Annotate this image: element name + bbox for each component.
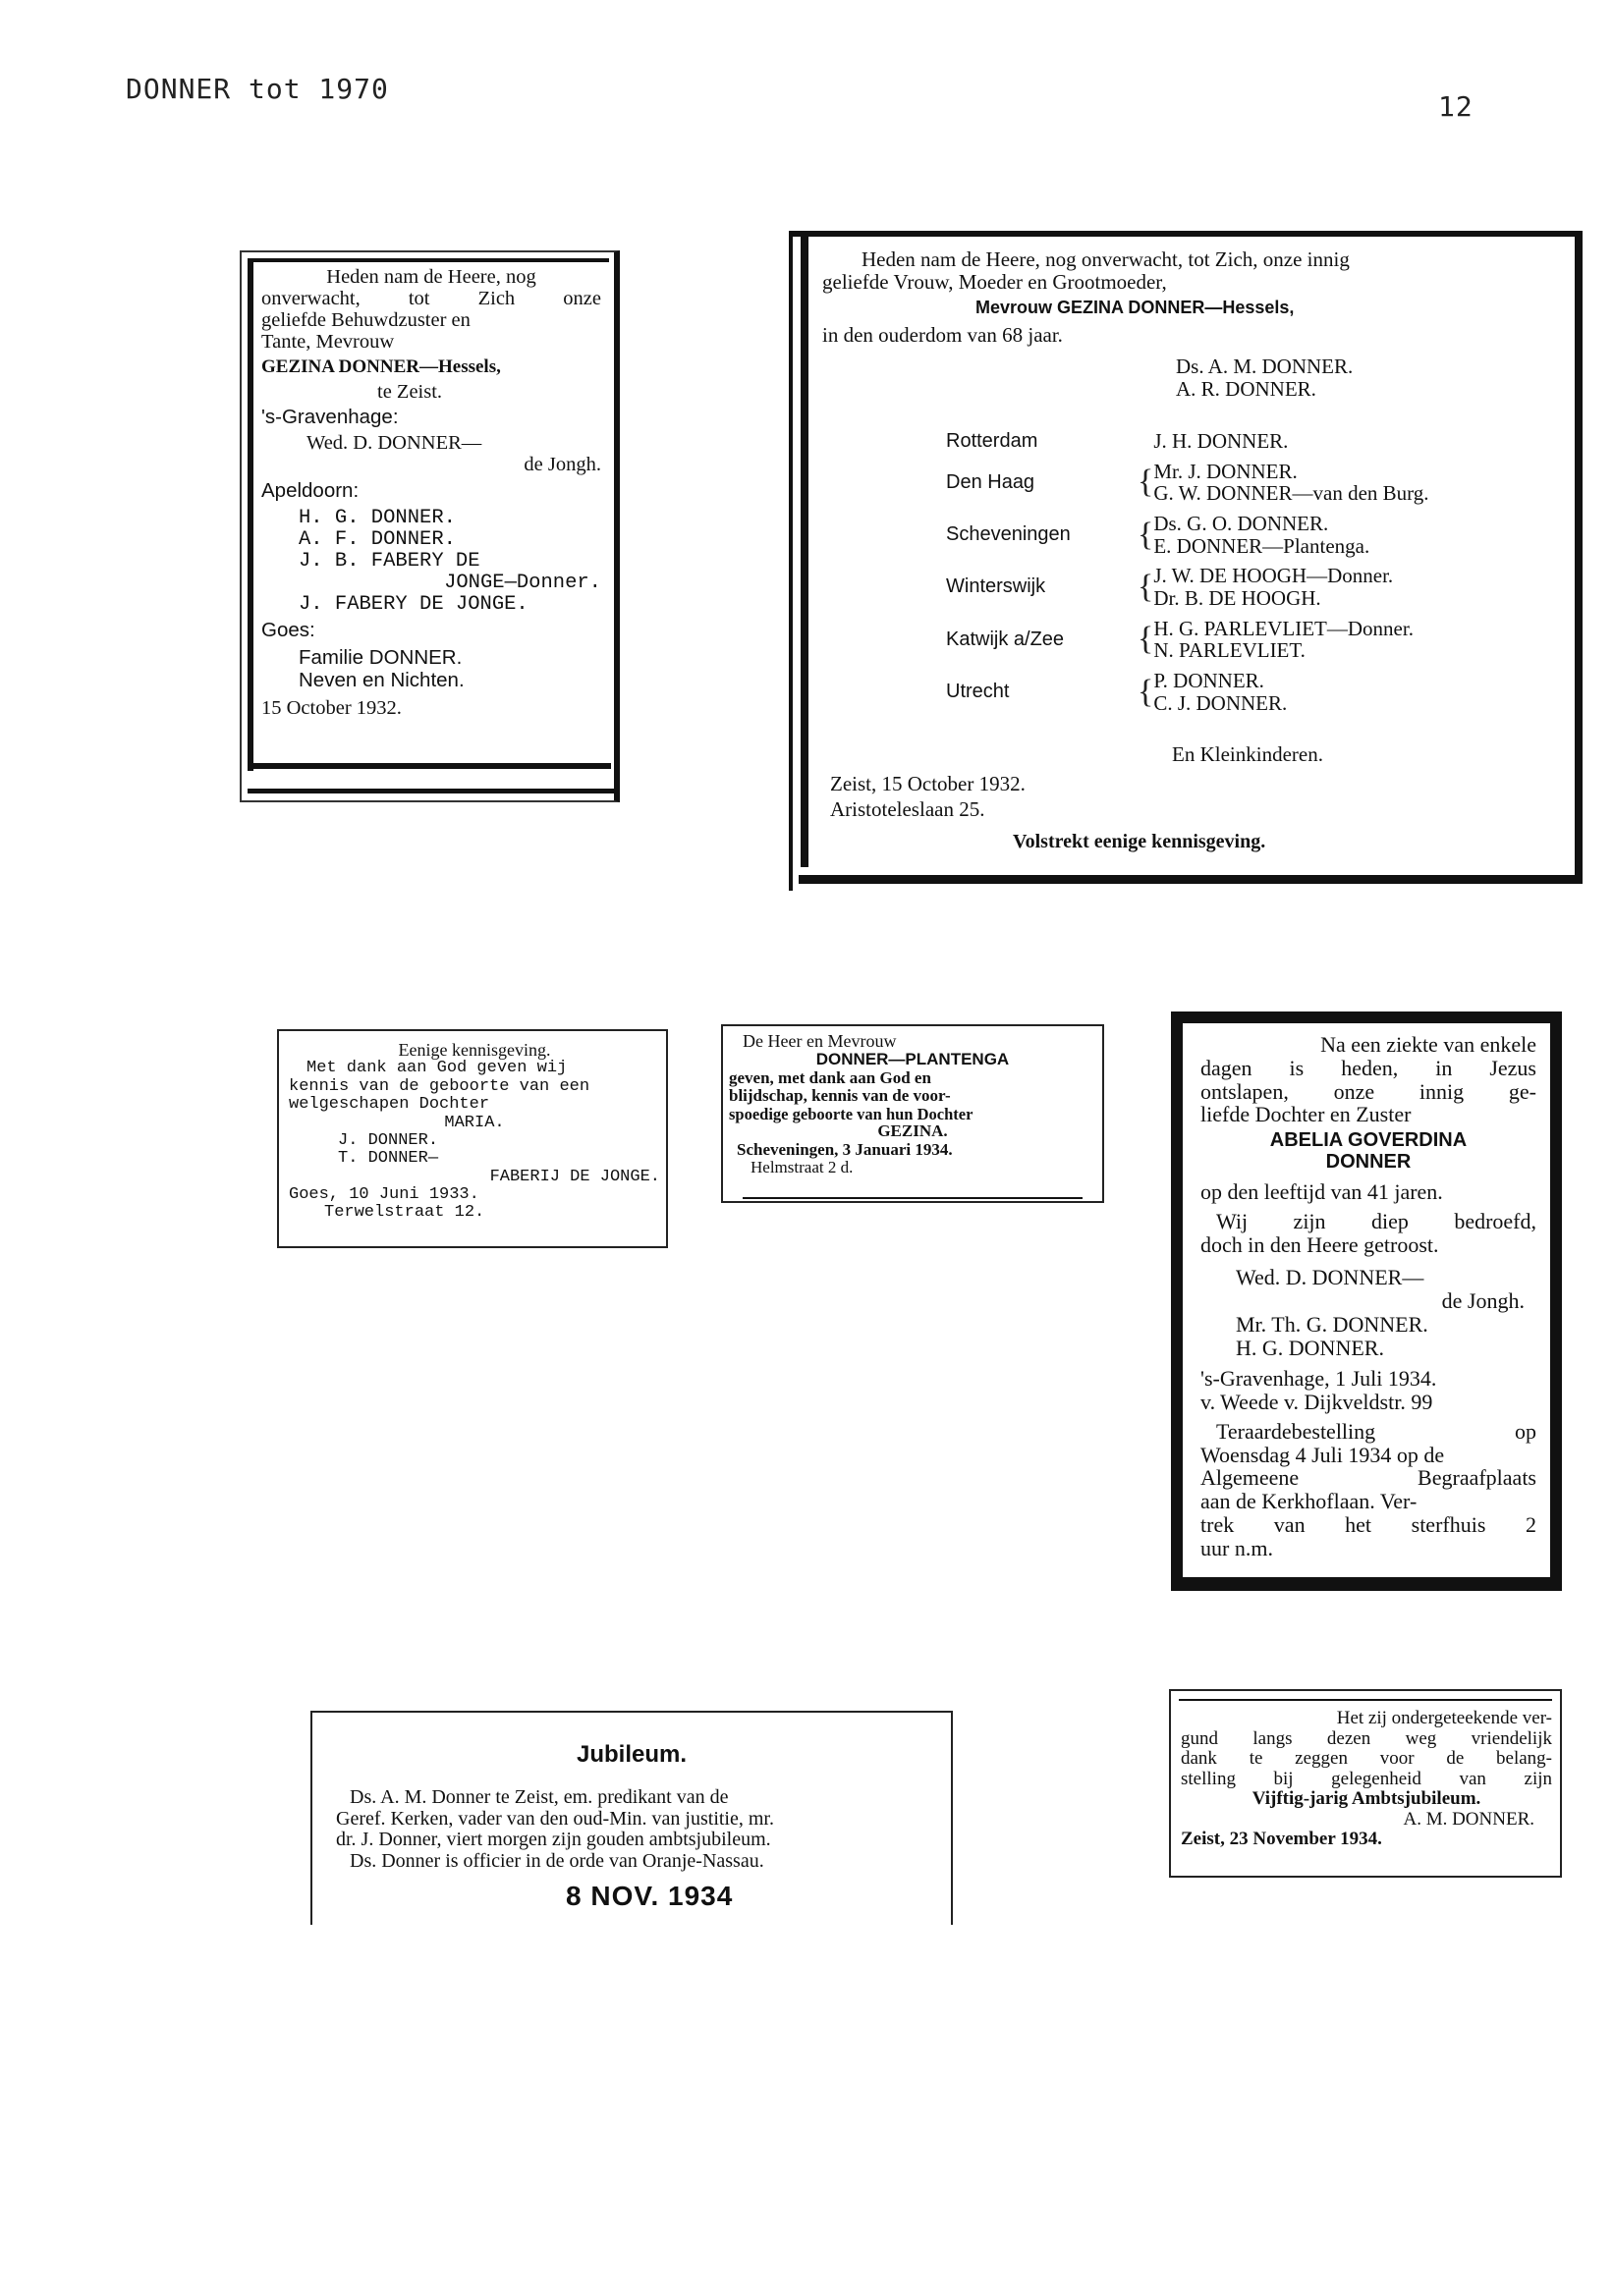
- family-city: Den Haag: [946, 470, 1035, 493]
- family-city: Utrecht: [946, 680, 1010, 702]
- notice-line: gund langs dezen weg vriendelijk: [1181, 1727, 1552, 1749]
- family-name: Mr. J. DONNER.: [1153, 459, 1298, 483]
- notice-rule-under: [248, 789, 615, 793]
- notice-date: Scheveningen, 3 Januari 1934.: [737, 1139, 953, 1159]
- notice-heading: Eenige kennisgeving.: [398, 1040, 551, 1060]
- notice-line: geliefde Behuwdzuster en: [261, 309, 471, 332]
- notice-border-right: [1575, 231, 1583, 881]
- notice-line: liefde Dochter en Zuster: [1200, 1102, 1412, 1127]
- notice-line: JONGE—Donner.: [444, 572, 601, 595]
- notice-text: [822, 248, 1559, 401]
- notice-line: Ds. Donner is officier in de orde van Oranje-Nassau.: [350, 1849, 764, 1872]
- deceased-name: DONNER: [1325, 1150, 1412, 1173]
- notice-border-left-inner: [801, 237, 808, 867]
- family-name: J. H. DONNER.: [1153, 429, 1289, 453]
- notice-line: J. B. FABERY DE: [299, 549, 480, 573]
- notice-border-left: [789, 231, 793, 891]
- notice-text: [729, 1032, 1096, 1176]
- child-name: GEZINA.: [877, 1121, 948, 1141]
- notice-line: Wed. D. DONNER—: [306, 432, 482, 455]
- notice-line: geven, met dank aan God en: [729, 1067, 931, 1087]
- family-row: Winterswijk { J. W. DE HOOGH—Donner. Dr. B. DE HOOGH.: [946, 565, 1429, 609]
- notice-line: Wij zijn diep bedroefd,: [1216, 1208, 1536, 1233]
- notice-text: [289, 1041, 660, 1223]
- series-title: DONNER tot 1970: [126, 73, 389, 105]
- notice-line: H. G. DONNER.: [299, 506, 456, 529]
- notice-border-left: [1171, 1011, 1183, 1591]
- notice-date: Zeist, 15 October 1932.: [830, 772, 1026, 795]
- notice-date: 15 October 1932.: [261, 696, 402, 719]
- family-name: E. DONNER—Plantenga.: [1153, 533, 1370, 558]
- family-name: de Jongh.: [1441, 1288, 1525, 1314]
- notice-gezina-donner-large: [789, 231, 1583, 891]
- notice-footer: Volstrekt eenige kennisgeving.: [1013, 831, 1266, 852]
- burial-line: Woensdag 4 Juli 1934 op de: [1200, 1442, 1445, 1467]
- notice-line: Vijftig-jarig Ambtsjubileum.: [1251, 1788, 1481, 1810]
- notice-line: De Heer en Mevrouw: [743, 1031, 897, 1051]
- notice-border-left: [248, 258, 253, 771]
- notice-border-bottom: [1171, 1577, 1562, 1591]
- family-name: A. R. DONNER.: [1176, 377, 1316, 402]
- notice-line: Na een ziekte van enkele: [1320, 1032, 1536, 1057]
- notice-date: Zeist, 23 November 1934.: [1181, 1829, 1382, 1850]
- burial-line: trek van het sterfhuis 2: [1200, 1511, 1536, 1537]
- notice-line: blijdschap, kennis van de voor-: [729, 1086, 951, 1106]
- family-names: [1153, 565, 1428, 609]
- notice-text: [336, 1787, 929, 1872]
- notice-border-bottom: [799, 875, 1583, 884]
- family-name: G. W. DONNER—van den Burg.: [1153, 481, 1429, 506]
- deceased-name: Mevrouw GEZINA DONNER—Hessels,: [975, 298, 1295, 318]
- notice-line: te Zeist.: [377, 381, 443, 404]
- notice-age: op den leeftijd van 41 jaren.: [1200, 1179, 1443, 1205]
- family-name: Ds. A. M. DONNER.: [1176, 355, 1354, 379]
- family-names: [1153, 670, 1428, 714]
- notice-address: Aristoteleslaan 25.: [830, 797, 985, 821]
- notice-gezina-donner-small: [240, 250, 620, 802]
- notice-line: Het zij ondergeteekende ver-: [1336, 1708, 1552, 1728]
- notice-line: stelling bij gelegenheid van zijn: [1181, 1768, 1552, 1789]
- burial-line: uur n.m.: [1200, 1535, 1273, 1560]
- family-name: Mr. Th. G. DONNER.: [1236, 1311, 1428, 1337]
- burial-line: Teraardebestelling op: [1216, 1418, 1536, 1444]
- notice-line: geliefde Vrouw, Moeder en Grootmoeder,: [822, 269, 1167, 294]
- notice-text: [261, 266, 601, 719]
- notice-birth-maria: [277, 1029, 668, 1248]
- notice-border-inner-top: [1179, 1699, 1552, 1701]
- notice-border-top: [253, 258, 609, 262]
- family-city: Winterswijk: [946, 575, 1046, 598]
- family-name: H. G. PARLEVLIET—Donner.: [1153, 616, 1414, 640]
- family-names: [1153, 513, 1428, 557]
- family-row: Scheveningen { Ds. G. O. DONNER. E. DONNER—Plantenga.: [946, 513, 1429, 557]
- notice-line: onverwacht, tot Zich onze: [261, 288, 601, 310]
- notice-line: welgeschapen Dochter: [289, 1095, 490, 1115]
- notice-line: dank te zeggen voor de belang-: [1181, 1748, 1552, 1770]
- notice-line: Heden nam de Heere, nog onverwacht, tot Zich, onze innig: [862, 247, 1350, 271]
- notice-line: ontslapen, onze innig ge-: [1200, 1078, 1536, 1104]
- notice-thanks: [1169, 1689, 1562, 1878]
- notice-line: de Jongh.: [524, 454, 601, 476]
- notice-border-top: [1171, 1011, 1562, 1023]
- notice-birth-gezina: [721, 1024, 1104, 1203]
- family-city: Katwijk a/Zee: [946, 628, 1065, 650]
- notice-abelia-donner: [1163, 1004, 1572, 1603]
- family-names: [1153, 430, 1428, 453]
- notice-address: v. Weede v. Dijkveldstr. 99: [1200, 1390, 1433, 1415]
- notice-line: kennis van de geboorte van een: [289, 1076, 590, 1096]
- notice-line: A. F. DONNER.: [299, 527, 456, 551]
- notice-text: [1181, 1709, 1552, 1850]
- notice-place: Apeldoorn:: [261, 478, 360, 502]
- notice-border-bottom: [248, 763, 611, 769]
- family-name: P. DONNER.: [1153, 669, 1264, 693]
- family-name: J. W. DE HOOGH—Donner.: [1153, 564, 1394, 588]
- notice-border-top: [789, 231, 1583, 237]
- notice-line: spoedige geboorte van hun Dochter: [729, 1104, 973, 1123]
- notice-line: Neven en Nichten.: [299, 668, 465, 691]
- notice-rule-under: [743, 1197, 1083, 1199]
- family-table: [946, 430, 1429, 714]
- parent-name: T. DONNER—: [338, 1149, 439, 1169]
- notice-line: dr. J. Donner, viert morgen zijn gouden ambtsjubileum.: [336, 1829, 771, 1851]
- notice-line: Geref. Kerken, vader van den oud-Min. van justitie, mr.: [336, 1807, 774, 1830]
- date-stamp: 8 NOV. 1934: [566, 1881, 734, 1911]
- notice-text: [1200, 1033, 1536, 1559]
- family-name: H. G. DONNER.: [1236, 1335, 1384, 1360]
- parent-name: J. DONNER.: [338, 1130, 439, 1150]
- family-row: Utrecht { P. DONNER. C. J. DONNER.: [946, 670, 1429, 714]
- notice-line: doch in den Heere getroost.: [1200, 1231, 1439, 1257]
- family-name: C. J. DONNER.: [1153, 690, 1288, 715]
- notice-border-right: [1550, 1011, 1562, 1587]
- family-names: [1153, 618, 1428, 662]
- child-name: MARIA.: [444, 1113, 505, 1132]
- family-city: Rotterdam: [946, 429, 1038, 452]
- burial-line: aan de Kerkhoflaan. Ver-: [1200, 1489, 1418, 1514]
- notice-line: Met dank aan God geven wij: [306, 1059, 568, 1078]
- notice-line: dagen is heden, in Jezus: [1200, 1055, 1536, 1080]
- family-name: Dr. B. DE HOOGH.: [1153, 586, 1321, 611]
- notice-line: Heden nam de Heere, nog: [326, 266, 536, 288]
- notice-address: Helmstraat 2 d.: [751, 1158, 854, 1177]
- notice-line: Familie DONNER.: [299, 646, 463, 670]
- family-row: Katwijk a/Zee { H. G. PARLEVLIET—Donner. N. PARLEVLIET.: [946, 618, 1429, 662]
- notice-line: Ds. A. M. Donner te Zeist, em. predikant van de: [350, 1786, 729, 1808]
- notice-place: 's-Gravenhage:: [261, 406, 399, 429]
- notice-names: DONNER—PLANTENGA: [815, 1050, 1010, 1069]
- family-city: Scheveningen: [946, 522, 1071, 545]
- notice-address: Terwelstraat 12.: [324, 1203, 485, 1223]
- family-name: Wed. D. DONNER—: [1236, 1265, 1424, 1290]
- signature-name: A. M. DONNER.: [1403, 1808, 1534, 1830]
- parent-name: FABERIJ DE JONGE.: [489, 1167, 660, 1186]
- notice-date: Goes, 10 Juni 1933.: [289, 1184, 479, 1204]
- notice-age: in den ouderdom van 68 jaar.: [822, 322, 1063, 347]
- burial-line: Algemeene Begraafplaats: [1200, 1465, 1536, 1491]
- notice-place: Goes:: [261, 619, 315, 642]
- family-names: [1153, 461, 1428, 505]
- notice-line: Tante, Mevrouw: [261, 331, 395, 354]
- deceased-name: GEZINA DONNER—Hessels,: [261, 355, 501, 377]
- family-name: Ds. G. O. DONNER.: [1153, 512, 1329, 536]
- family-row: Den Haag { Mr. J. DONNER. G. W. DONNER—van den Burg.: [946, 459, 1429, 506]
- notice-title: Jubileum.: [576, 1741, 688, 1768]
- deceased-name: ABELIA GOVERDINA: [1269, 1129, 1468, 1151]
- notice-line: J. FABERY DE JONGE.: [299, 593, 528, 617]
- notice-jubileum: [310, 1711, 953, 1925]
- page-number: 12: [1438, 90, 1474, 123]
- grandchildren-line: En Kleinkinderen.: [1172, 742, 1323, 766]
- family-row: [946, 430, 1429, 453]
- notice-date: 's-Gravenhage, 1 Juli 1934.: [1200, 1366, 1437, 1392]
- family-name: N. PARLEVLIET.: [1153, 638, 1306, 663]
